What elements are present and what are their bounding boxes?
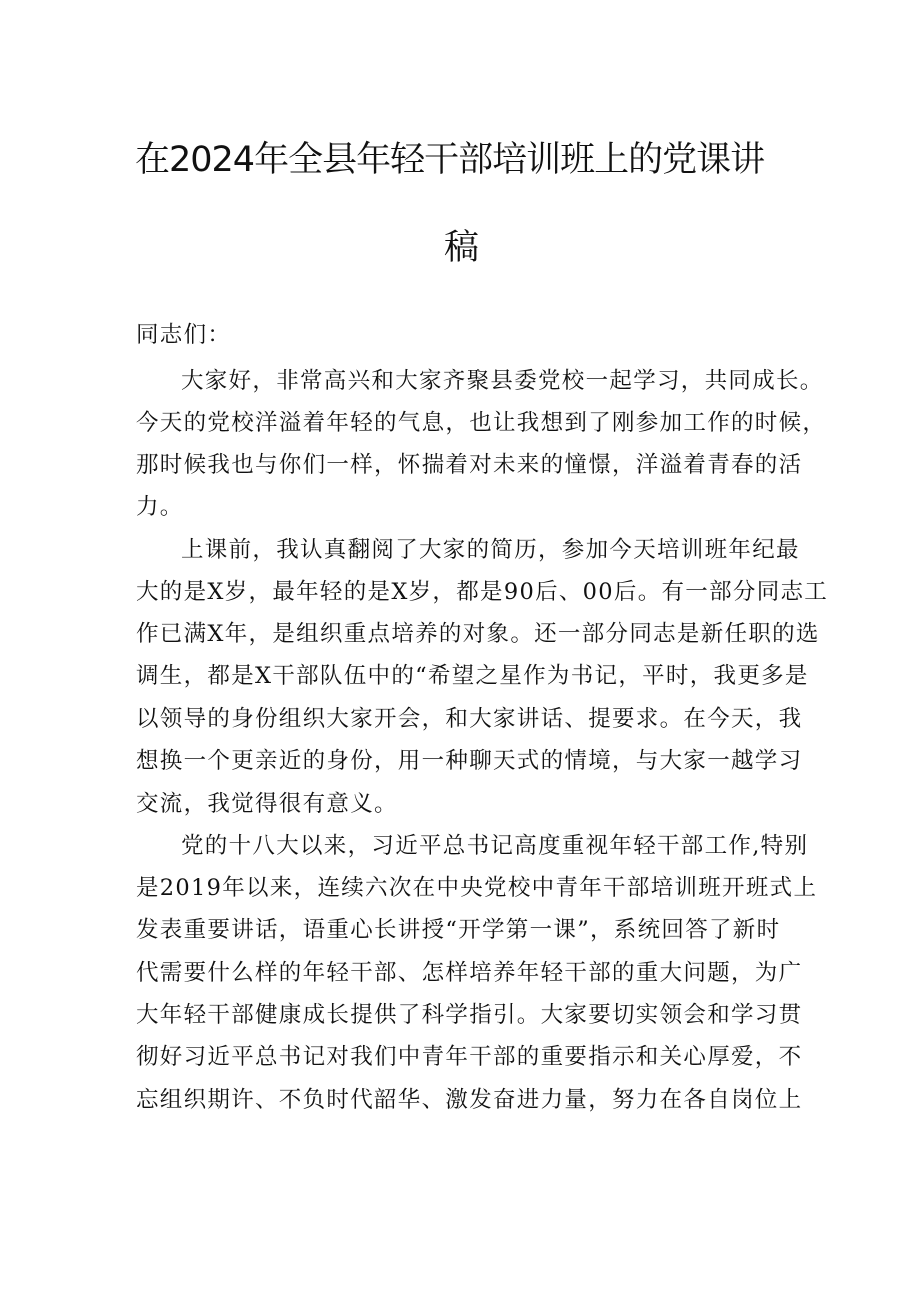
paragraph-line: 大家好，非常高兴和大家齐聚县委党校一起学习，共同成长。	[181, 368, 824, 394]
paragraph-line: 大年轻干部健康成长提供了科学指引。大家要切实领会和学习贯	[136, 1002, 803, 1028]
paragraph-line: 党的十八大以来，习近平总书记高度重视年轻干部工作,特别	[181, 833, 809, 859]
paragraph-line: 交流，我觉得很有意义。	[136, 791, 398, 817]
paragraph-line: 那时候我也与你们一样，怀揣着对未来的憧憬，洋溢着青春的活	[136, 452, 803, 478]
paragraph-line: 忘组织期许、不负时代韶华、激发奋进力量，努力在各自岗位上	[136, 1087, 803, 1113]
salutation: 同志们：	[136, 322, 232, 348]
paragraph-line: 上课前，我认真翻阅了大家的简历，参加今天培训班年纪最	[181, 537, 800, 563]
document-title-line-2: 稿	[444, 228, 479, 268]
paragraph-line: 想换一个更亲近的身份，用一种聊天式的情境，与大家一越学习	[136, 748, 803, 774]
paragraph-line: 发表重要讲话，语重心长讲授“开学第一课”，系统回答了新时	[136, 917, 781, 943]
paragraph-line: 代需要什么样的年轻干部、怎样培养年轻干部的重大问题，为广	[136, 960, 803, 986]
paragraph-line: 是2019年以来，连续六次在中央党校中青年干部培训班开班式上	[136, 875, 818, 901]
paragraph-line: 今天的党校洋溢着年轻的气息，也让我想到了刚参加工作的时候，	[136, 410, 827, 436]
document-title-line-1: 在2024年全县年轻干部培训班上的党课讲	[135, 140, 765, 180]
paragraph-line: 力。	[136, 494, 184, 520]
paragraph-line: 调生，都是X干部队伍中的“希望之星作为书记，平时，我更多是	[136, 663, 809, 689]
paragraph-line: 彻好习近平总书记对我们中青年干部的重要指示和关心厚爱，不	[136, 1044, 803, 1070]
paragraph-line: 大的是X岁，最年轻的是X岁，都是90后、00后。有一部分同志工	[136, 579, 829, 605]
paragraph-line: 作已满X年，是组织重点培养的对象。还一部分同志是新任职的选	[136, 621, 820, 647]
paragraph-line: 以领导的身份组织大家开会，和大家讲话、提要求。在今天，我	[136, 706, 803, 732]
